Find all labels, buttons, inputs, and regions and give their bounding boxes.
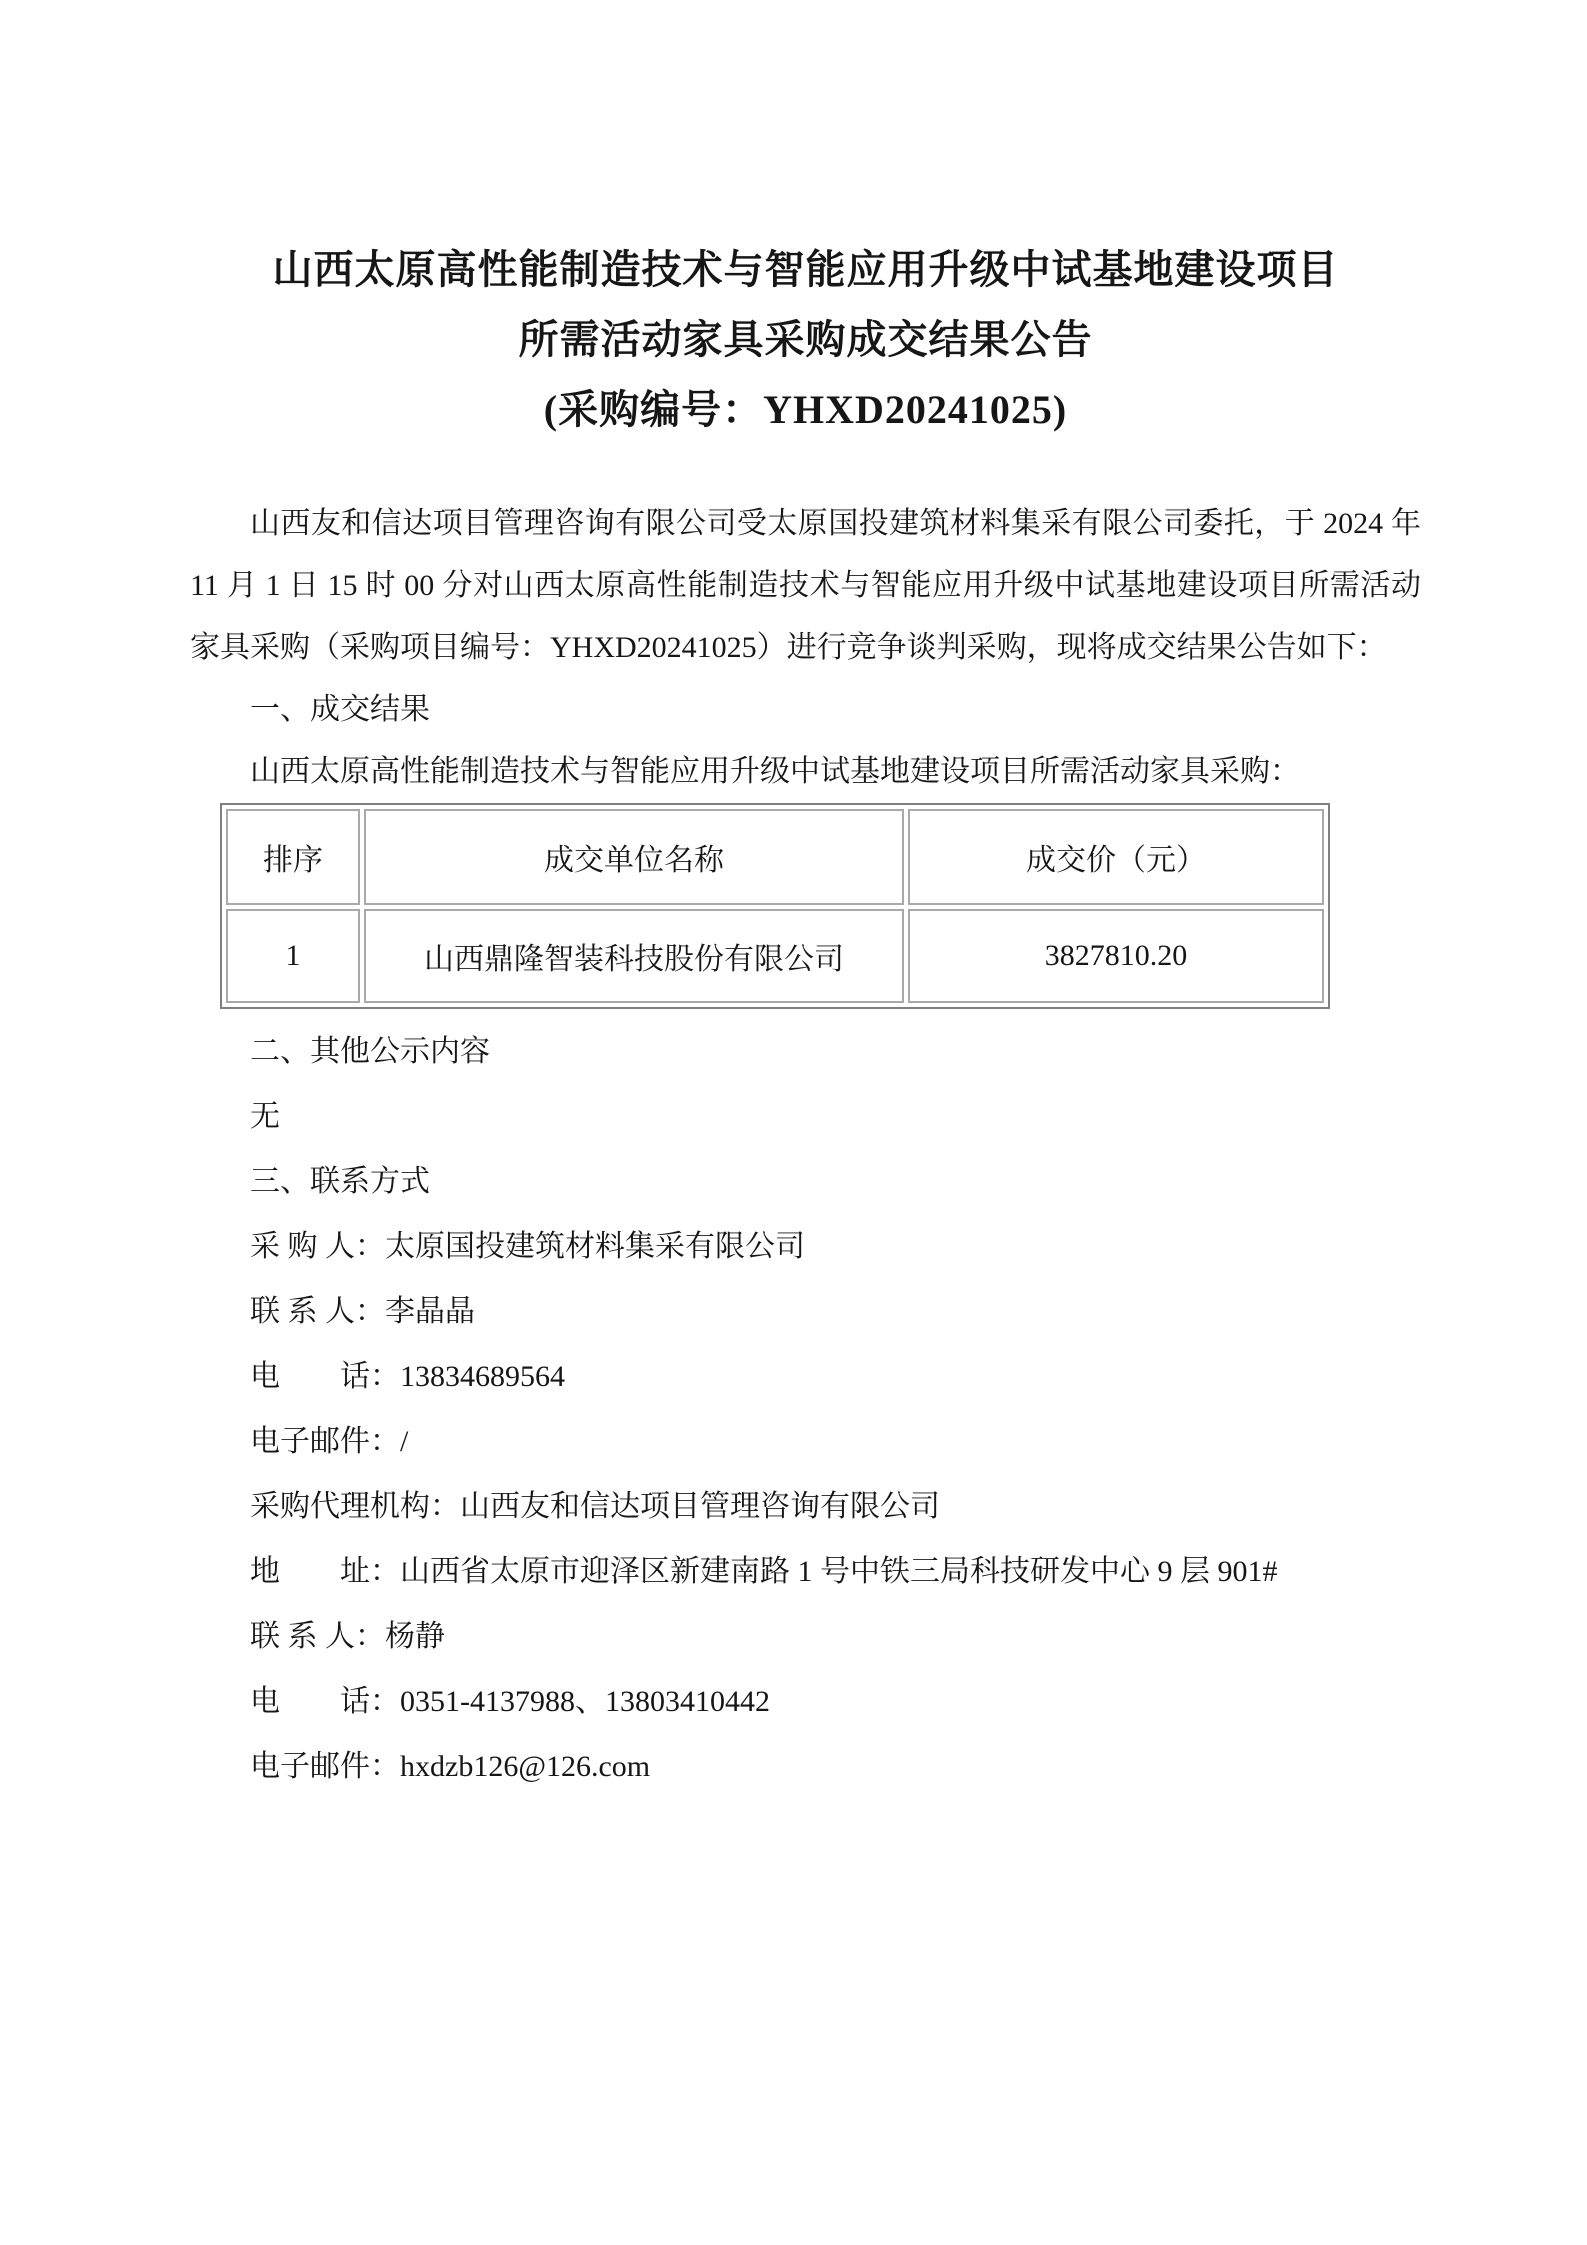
contact-label: 采 购 人： [250, 1230, 385, 1263]
contact-line-purchaser [190, 1214, 1421, 1279]
section-3-heading: 三、联系方式 [250, 1165, 430, 1198]
section-1-heading: 一、成交结果 [250, 693, 430, 726]
contact-value: 山西友和信达项目管理咨询有限公司 [460, 1490, 940, 1523]
contact-value: 太原国投建筑材料集采有限公司 [385, 1230, 805, 1263]
contact-line-agency [190, 1474, 1421, 1539]
document-title [190, 235, 1421, 445]
contact-value: / [400, 1425, 409, 1458]
section-1-lead: 山西太原高性能制造技术与智能应用升级中试基地建设项目所需活动家具采购： [250, 755, 1300, 788]
contact-line-email [190, 1409, 1421, 1474]
contact-label: 联 系 人： [250, 1295, 385, 1328]
header-price: 成交价（元） [908, 809, 1324, 905]
contact-label: 电 话： [250, 1360, 400, 1393]
result-table-header-row [226, 809, 1324, 905]
contact-value: 李晶晶 [385, 1295, 475, 1328]
contact-line-agency-email [190, 1734, 1421, 1799]
contact-line-agency-contact-person [190, 1604, 1421, 1669]
contact-label: 电子邮件： [250, 1425, 400, 1458]
contact-value: 0351-4137988、13803410442 [400, 1685, 770, 1718]
title-line-3-procurement-number: (采购编号：YHXD20241025) [543, 387, 1068, 432]
contact-label: 电 话： [250, 1685, 400, 1718]
cell-rank: 1 [226, 909, 360, 1003]
contact-label: 采购代理机构： [250, 1490, 460, 1523]
contact-value: 山西省太原市迎泽区新建南路 1 号中铁三局科技研发中心 9 层 901# [400, 1555, 1278, 1588]
header-supplier-name: 成交单位名称 [364, 809, 904, 905]
cell-supplier-name: 山西鼎隆智装科技股份有限公司 [364, 909, 904, 1003]
contact-line-contact-person [190, 1279, 1421, 1344]
document-content [190, 0, 1421, 1799]
contact-label: 电子邮件： [250, 1750, 400, 1783]
contact-line-phone [190, 1344, 1421, 1409]
contact-line-address [190, 1539, 1421, 1604]
result-table-row [226, 909, 1324, 1003]
contact-label: 地 址： [250, 1555, 400, 1588]
section-2-content: 无 [250, 1100, 280, 1133]
intro-paragraph: 山西友和信达项目管理咨询有限公司受太原国投建筑材料集采有限公司委托，于 2024 年 11 月 1 日 15 时 00 分对山西太原高性能制造技术与智能应用升级中试基地建设项目所需活动家具采购（采购项目编号：YHXD20241025）进行竞争谈判采购，现将成交结果公告如下： [190, 507, 1421, 664]
contact-value: hxdzb126@126.com [400, 1750, 651, 1783]
section-2-heading: 二、其他公示内容 [250, 1035, 490, 1068]
cell-price: 3827810.20 [908, 909, 1324, 1003]
contact-value: 杨静 [385, 1620, 445, 1653]
title-line-2: 所需活动家具采购成交结果公告 [518, 317, 1093, 362]
contact-line-agency-phone [190, 1669, 1421, 1734]
title-line-1: 山西太原高性能制造技术与智能应用升级中试基地建设项目 [272, 247, 1339, 292]
contact-value: 13834689564 [400, 1360, 565, 1393]
contact-label: 联 系 人： [250, 1620, 385, 1653]
header-rank: 排序 [226, 809, 360, 905]
result-table [220, 803, 1330, 1009]
